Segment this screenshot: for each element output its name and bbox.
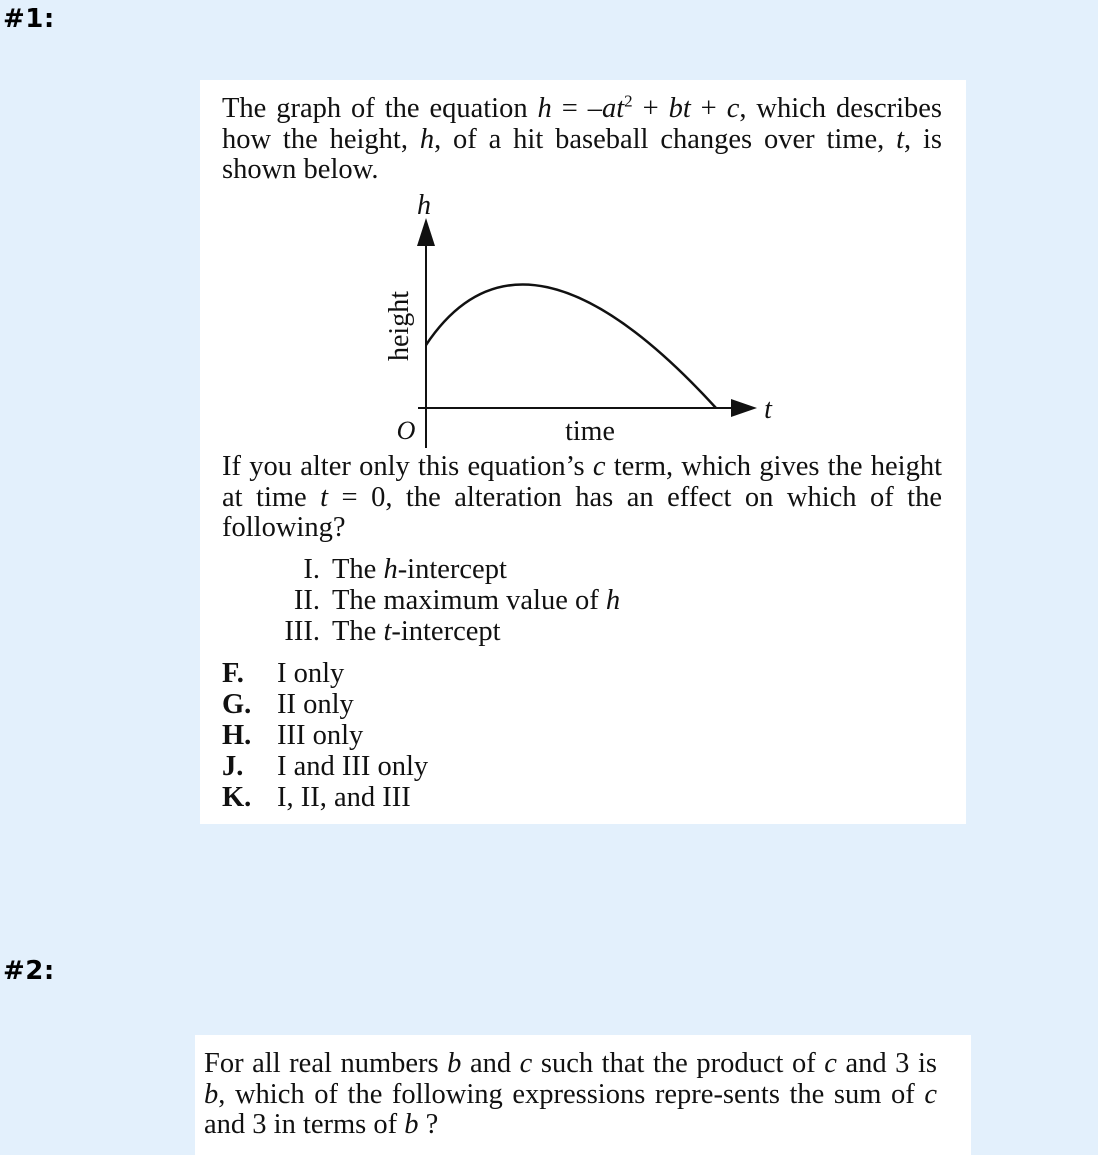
prompt-var-c: c	[824, 1048, 837, 1079]
statement-1	[200, 554, 900, 585]
statement-text: -intercept	[391, 616, 501, 647]
prompt-text: and 3 in terms of	[204, 1109, 405, 1140]
prompt-var-b: b	[404, 1109, 419, 1140]
question-1-prompt	[222, 452, 942, 544]
prompt-text: If you alter only this equation’s	[222, 451, 593, 482]
question-1-label: #1:	[3, 4, 55, 34]
prompt-text: such that the product of	[532, 1048, 825, 1079]
prompt-var-t: t	[320, 481, 329, 513]
prompt-text: term, which gives the height at time	[222, 451, 942, 513]
choice-text: III only	[277, 720, 364, 751]
prompt-text: and	[461, 1048, 520, 1079]
intro-text: , of a hit baseball changes over time,	[434, 123, 897, 155]
choice-letter: G.	[222, 689, 252, 720]
prompt-var-c: c	[924, 1078, 937, 1110]
x-axis-variable: t	[764, 394, 772, 425]
height-curve	[426, 284, 716, 408]
statement-number: II.	[293, 585, 320, 616]
question-1-card	[200, 80, 966, 824]
statement-2	[200, 585, 900, 616]
equation-var-t: t	[616, 93, 625, 124]
choice-letter: H.	[222, 720, 252, 751]
choice-letter: F.	[222, 658, 244, 689]
choice-letter: J.	[222, 751, 244, 782]
y-axis-label: height	[384, 291, 415, 361]
equation-plus: +	[690, 93, 727, 124]
choice-text: I only	[277, 658, 345, 689]
prompt-text: = 0, the alteration has an effect on which of the following?	[222, 481, 942, 543]
intro-text: , is shown below.	[222, 123, 943, 185]
prompt-text: ?	[418, 1109, 439, 1140]
x-axis-label: time	[565, 416, 615, 447]
equation-var-h: h	[537, 93, 552, 124]
prompt-var-c: c	[592, 451, 606, 482]
equation-var-b: b	[668, 93, 683, 124]
statement-var: t	[383, 616, 392, 647]
statement-number: I.	[303, 554, 320, 585]
statement-text: The	[332, 616, 384, 647]
statement-var: h	[383, 554, 398, 585]
intro-text: , which describes how the height,	[222, 93, 943, 155]
answer-choice-g[interactable]	[222, 689, 922, 720]
answer-choice-h[interactable]	[222, 720, 922, 751]
prompt-text: , which of the following expressions repre-sents the sum of	[218, 1078, 925, 1110]
answer-choice-j[interactable]	[222, 751, 922, 782]
statement-text: The maximum value of	[332, 585, 606, 616]
statement-number: III.	[284, 616, 320, 647]
equation-var-a: a	[601, 93, 617, 124]
y-axis-variable: h	[417, 190, 431, 221]
intro-text: The graph of the equation	[222, 93, 538, 124]
equation-exponent: 2	[624, 91, 633, 111]
statement-3	[200, 616, 900, 647]
y-axis-arrow-icon	[417, 218, 435, 246]
height-time-graph	[200, 188, 966, 448]
x-axis-arrow-icon	[731, 399, 757, 417]
equation-var-t: t	[682, 93, 691, 124]
prompt-var-b: b	[447, 1048, 462, 1079]
choice-text: II only	[277, 689, 354, 720]
statement-text: The	[332, 554, 384, 585]
origin-label: O	[396, 416, 416, 445]
statement-text: -intercept	[397, 554, 507, 585]
choice-text: I, II, and III	[277, 782, 411, 813]
question-1-intro	[222, 91, 943, 186]
choice-text: I and III only	[277, 751, 429, 782]
equation-plus: +	[632, 93, 669, 124]
intro-var-t: t	[896, 123, 905, 155]
question-2-label: #2:	[3, 956, 55, 986]
statement-var: h	[605, 585, 621, 616]
prompt-var-b: b	[204, 1078, 219, 1110]
question-2-prompt	[204, 1049, 937, 1141]
question-2-card	[195, 1035, 971, 1155]
prompt-text: For all real numbers	[204, 1048, 448, 1079]
prompt-var-c: c	[519, 1048, 533, 1079]
choice-letter: K.	[222, 782, 252, 813]
prompt-text: and 3 is	[836, 1048, 937, 1079]
answer-choice-f[interactable]	[222, 658, 922, 689]
equation-var-c: c	[726, 93, 740, 124]
answer-choice-k[interactable]	[222, 782, 922, 813]
intro-var-h: h	[419, 123, 435, 155]
equation-equals: = –	[551, 93, 602, 124]
